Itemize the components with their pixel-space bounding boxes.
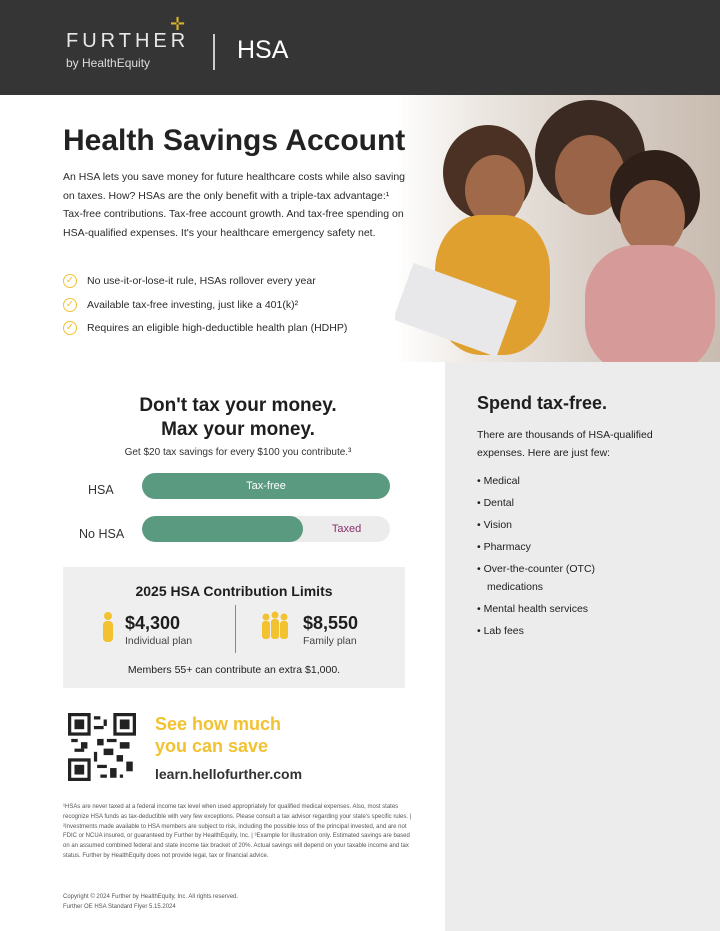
expense-list [477, 470, 597, 642]
headline-line2: Max your money. [161, 419, 315, 440]
list-item: • Lab fees [477, 620, 597, 642]
person-icon [101, 611, 115, 643]
savings-headline [63, 394, 413, 442]
family-icon [260, 611, 290, 641]
list-item: • Dental [477, 492, 597, 514]
check-item [63, 321, 347, 335]
family-photo [395, 95, 720, 362]
list-item: • Medical [477, 470, 597, 492]
check-label: Available tax-free investing, just like a 401(k)² [87, 299, 299, 311]
hsa-row-label: HSA [88, 483, 114, 497]
copyright-line: Copyright © 2024 Further by HealthEquity, Inc. All rights reserved. [63, 894, 239, 900]
family-amount: $8,550 [303, 613, 359, 633]
family-label: Family plan [303, 635, 357, 647]
check-item [63, 298, 298, 312]
taxfree-fill [142, 473, 390, 499]
limits-title: 2025 HSA Contribution Limits [135, 583, 333, 599]
bar-label: Tax-free [246, 480, 286, 492]
divider [235, 605, 236, 653]
further-logo: FURTHER [66, 30, 190, 52]
footnotes: ¹HSAs are never taxed at a federal income tax level when used appropriately for qualified medical expenses. Also, most states recognize HSA funds as tax-deductible with very few exceptions. Please consult a tax advisor regarding your state's specific rules. | ²Investments made available to HSA members are subject to risk, including the possible loss of the principal invested, and are not FDIC or NCUA insured, or guaranteed by Further by HealthEquity, Inc. | ³Example for illustration only. Estimated savings are based on an assumed combined federal and state income tax bracket of 20%. Actual savings will depend on your taxable income and tax status. Further by HealthEquity does not provide legal, tax or financial advice. [63, 804, 412, 859]
cta-url-link[interactable]: learn.hellofurther.com [155, 766, 303, 782]
check-icon: ✓ [63, 298, 77, 312]
nohsa-row-label: No HSA [79, 527, 125, 541]
check-label: Requires an eligible high-deductible health plan (HDHP) [87, 322, 348, 334]
hsa-bar [142, 473, 390, 499]
taxfree-fill [142, 516, 303, 542]
list-item: • Over-the-counter (OTC) medications [477, 558, 597, 598]
intro-text: An HSA lets you save money for future healthcare costs while also saving on taxes. How? HSAs are the only benefit with a triple-tax advantage:¹ Tax-free contributions. Tax-free account growth. And tax-free spending on HSA-qualified expenses. It's your healthcare emergency safety net. [63, 171, 406, 239]
further-logo-sub: by HealthEquity [66, 56, 151, 70]
check-icon: ✓ [63, 274, 77, 288]
sparkle-icon: ✛ [170, 14, 186, 34]
individual-label: Individual plan [125, 635, 193, 647]
savings-subtitle: Get $20 tax savings for every $100 you contribute.³ [124, 447, 352, 458]
spend-title: Spend tax-free. [477, 393, 608, 413]
list-item: • Vision [477, 514, 597, 536]
check-label: No use-it-or-lose-it rule, HSAs rollover every year [87, 275, 316, 287]
copyright [63, 893, 238, 913]
headline-line1: Don't tax your money. [139, 395, 337, 416]
limits-note: Members 55+ can contribute an extra $1,000. [127, 664, 341, 676]
divider [213, 34, 215, 70]
qr-code[interactable] [68, 713, 136, 781]
product-name: HSA [237, 36, 289, 64]
check-icon: ✓ [63, 321, 77, 335]
individual-amount: $4,300 [125, 613, 181, 633]
doc-id: Further OE HSA Standard Flyer 5.15.2024 [63, 903, 176, 910]
cta-line2: you can save [155, 736, 269, 756]
check-item [63, 274, 316, 288]
bar-label: Taxed [331, 523, 362, 535]
cta-headline [155, 713, 281, 757]
cta-line1: See how much [155, 714, 282, 734]
nohsa-bar [142, 516, 390, 542]
page-title: Health Savings Account [63, 124, 406, 157]
spend-text: There are thousands of HSA-qualified expenses. Here are just few: [477, 429, 653, 459]
taxed-segment [303, 516, 390, 542]
list-item: • Pharmacy [477, 536, 597, 558]
contribution-limits-box [63, 567, 405, 688]
list-item: • Mental health services [477, 598, 597, 620]
